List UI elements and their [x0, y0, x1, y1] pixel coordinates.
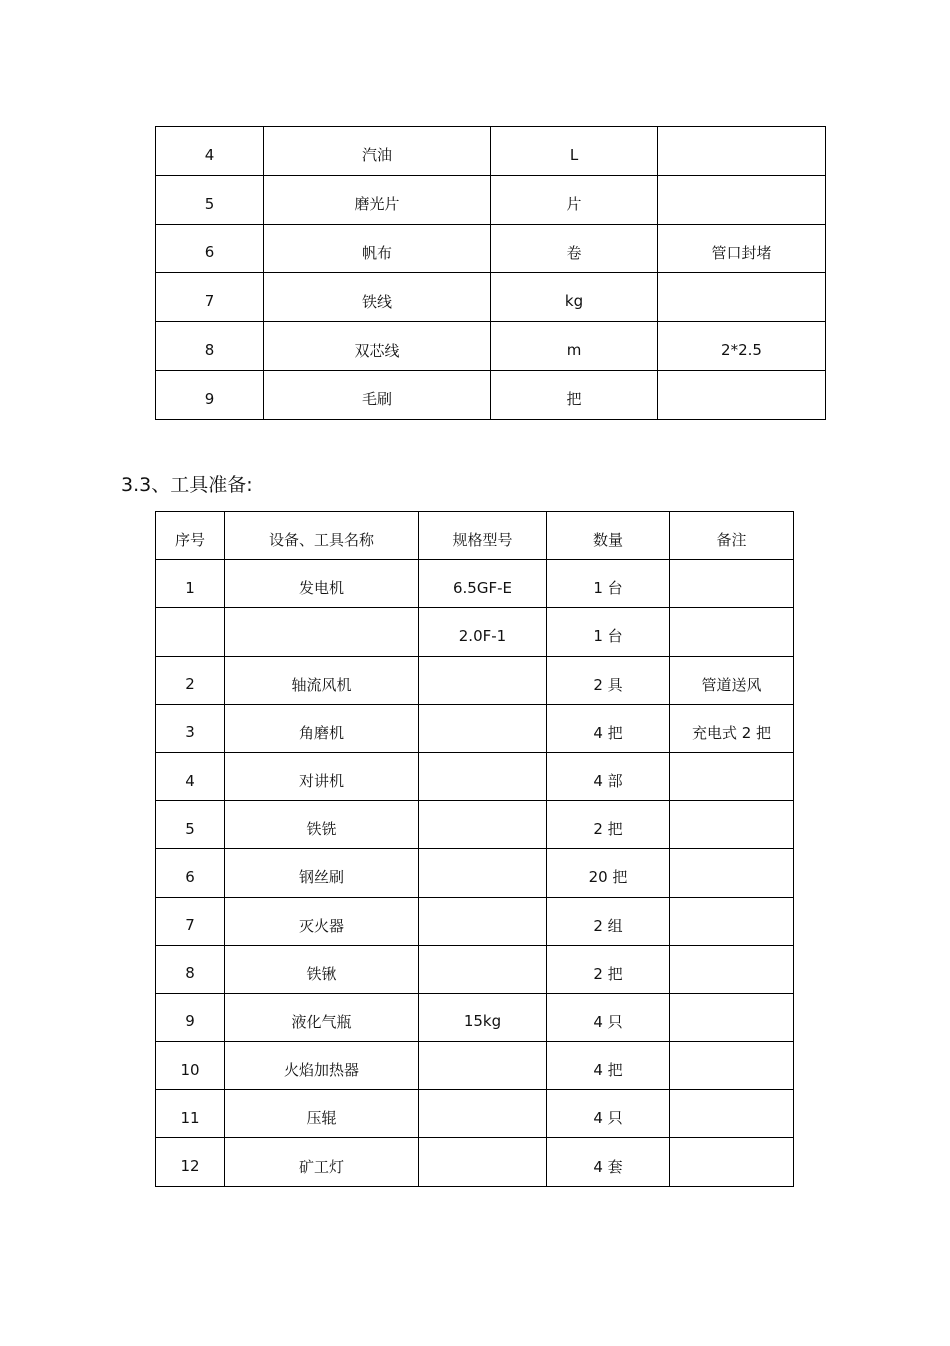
table-row: [156, 560, 794, 608]
tool-index-cell: 3: [156, 704, 225, 752]
material-note-cell: [658, 273, 826, 322]
tool-quantity-cell: 2 把: [547, 945, 670, 993]
tool-note-cell: [670, 1042, 794, 1090]
material-index-cell: 9: [156, 370, 264, 419]
tool-note-cell: [670, 752, 794, 800]
tool-spec-cell: 2.0F-1: [419, 608, 547, 656]
tool-index-cell: 12: [156, 1138, 225, 1186]
table-row: [156, 224, 826, 273]
header-row: [156, 512, 794, 560]
tool-index-cell: [156, 608, 225, 656]
material-note-cell: [658, 175, 826, 224]
material-unit-cell: 把: [491, 370, 658, 419]
tool-quantity-cell: 4 套: [547, 1138, 670, 1186]
material-note-cell: [658, 370, 826, 419]
tool-spec-cell: [419, 849, 547, 897]
table-row: [156, 1090, 794, 1138]
tools-table-body: [156, 560, 794, 1186]
table-row: [156, 993, 794, 1041]
tool-note-cell: [670, 849, 794, 897]
tool-quantity-cell: 2 组: [547, 897, 670, 945]
tool-note-cell: [670, 897, 794, 945]
tool-note-cell: [670, 608, 794, 656]
tool-spec-cell: [419, 945, 547, 993]
tool-quantity-cell: 1 台: [547, 608, 670, 656]
material-index-cell: 6: [156, 224, 264, 273]
table-row: [156, 945, 794, 993]
tool-index-cell: 7: [156, 897, 225, 945]
tool-name-cell: 钢丝刷: [225, 849, 419, 897]
tool-name-cell: 角磨机: [225, 704, 419, 752]
tool-spec-cell: [419, 1138, 547, 1186]
header-cell-note: 备注: [670, 512, 794, 560]
material-unit-cell: 卷: [491, 224, 658, 273]
tool-spec-cell: [419, 752, 547, 800]
tools-table-header: [156, 512, 794, 560]
material-unit-cell: kg: [491, 273, 658, 322]
tool-index-cell: 2: [156, 656, 225, 704]
table-row: [156, 656, 794, 704]
material-unit-cell: m: [491, 322, 658, 371]
table-row: [156, 752, 794, 800]
tool-index-cell: 1: [156, 560, 225, 608]
header-cell-spec: 规格型号: [419, 512, 547, 560]
tool-name-cell: 铁铣: [225, 801, 419, 849]
tool-quantity-cell: 2 把: [547, 801, 670, 849]
material-index-cell: 4: [156, 127, 264, 176]
tool-spec-cell: 15kg: [419, 993, 547, 1041]
tool-note-cell: [670, 560, 794, 608]
tool-name-cell: 火焰加热器: [225, 1042, 419, 1090]
tool-spec-cell: [419, 704, 547, 752]
tool-spec-cell: [419, 656, 547, 704]
tool-name-cell: 轴流风机: [225, 656, 419, 704]
tool-name-cell: 铁锹: [225, 945, 419, 993]
tool-index-cell: 5: [156, 801, 225, 849]
tool-index-cell: 4: [156, 752, 225, 800]
tool-spec-cell: [419, 801, 547, 849]
tool-index-cell: 6: [156, 849, 225, 897]
tool-quantity-cell: 20 把: [547, 849, 670, 897]
material-name-cell: 毛刷: [264, 370, 491, 419]
table-row: [156, 1042, 794, 1090]
material-note-cell: 管口封堵: [658, 224, 826, 273]
tool-spec-cell: [419, 1042, 547, 1090]
tool-name-cell: 压辊: [225, 1090, 419, 1138]
table-row: [156, 1138, 794, 1186]
material-name-cell: 帆布: [264, 224, 491, 273]
tool-spec-cell: [419, 1090, 547, 1138]
tool-note-cell: [670, 1138, 794, 1186]
tool-name-cell: 液化气瓶: [225, 993, 419, 1041]
tool-quantity-cell: 4 只: [547, 993, 670, 1041]
tool-quantity-cell: 4 把: [547, 1042, 670, 1090]
tool-note-cell: [670, 993, 794, 1041]
material-index-cell: 5: [156, 175, 264, 224]
tool-quantity-cell: 2 具: [547, 656, 670, 704]
material-index-cell: 7: [156, 273, 264, 322]
material-note-cell: [658, 127, 826, 176]
tool-quantity-cell: 4 部: [547, 752, 670, 800]
table-row: [156, 370, 826, 419]
table-row: [156, 704, 794, 752]
table-row: [156, 322, 826, 371]
tool-quantity-cell: 4 把: [547, 704, 670, 752]
table-row: [156, 608, 794, 656]
table-row: [156, 127, 826, 176]
header-cell-index: 序号: [156, 512, 225, 560]
tool-spec-cell: [419, 897, 547, 945]
material-name-cell: 汽油: [264, 127, 491, 176]
material-name-cell: 铁线: [264, 273, 491, 322]
table-row: [156, 273, 826, 322]
material-name-cell: 双芯线: [264, 322, 491, 371]
header-cell-quantity: 数量: [547, 512, 670, 560]
materials-table-body: [156, 127, 826, 420]
tools-table: [155, 511, 794, 1187]
tool-note-cell: [670, 1090, 794, 1138]
tool-quantity-cell: 4 只: [547, 1090, 670, 1138]
table-row: [156, 801, 794, 849]
tool-note-cell: [670, 801, 794, 849]
material-unit-cell: 片: [491, 175, 658, 224]
tool-name-cell: 灭火器: [225, 897, 419, 945]
material-index-cell: 8: [156, 322, 264, 371]
tool-name-cell: 矿工灯: [225, 1138, 419, 1186]
section-heading: 3.3、工具准备:: [121, 474, 253, 496]
material-note-cell: 2*2.5: [658, 322, 826, 371]
tool-name-cell: 发电机: [225, 560, 419, 608]
tool-note-cell: 充电式 2 把: [670, 704, 794, 752]
tool-index-cell: 8: [156, 945, 225, 993]
tool-note-cell: 管道送风: [670, 656, 794, 704]
tool-spec-cell: 6.5GF-E: [419, 560, 547, 608]
tool-index-cell: 9: [156, 993, 225, 1041]
tool-name-cell: [225, 608, 419, 656]
material-unit-cell: L: [491, 127, 658, 176]
material-name-cell: 磨光片: [264, 175, 491, 224]
tool-name-cell: 对讲机: [225, 752, 419, 800]
table-row: [156, 849, 794, 897]
tool-index-cell: 11: [156, 1090, 225, 1138]
table-row: [156, 897, 794, 945]
header-cell-name: 设备、工具名称: [225, 512, 419, 560]
table-row: [156, 175, 826, 224]
tool-index-cell: 10: [156, 1042, 225, 1090]
materials-table: [155, 126, 826, 420]
tool-quantity-cell: 1 台: [547, 560, 670, 608]
tool-note-cell: [670, 945, 794, 993]
